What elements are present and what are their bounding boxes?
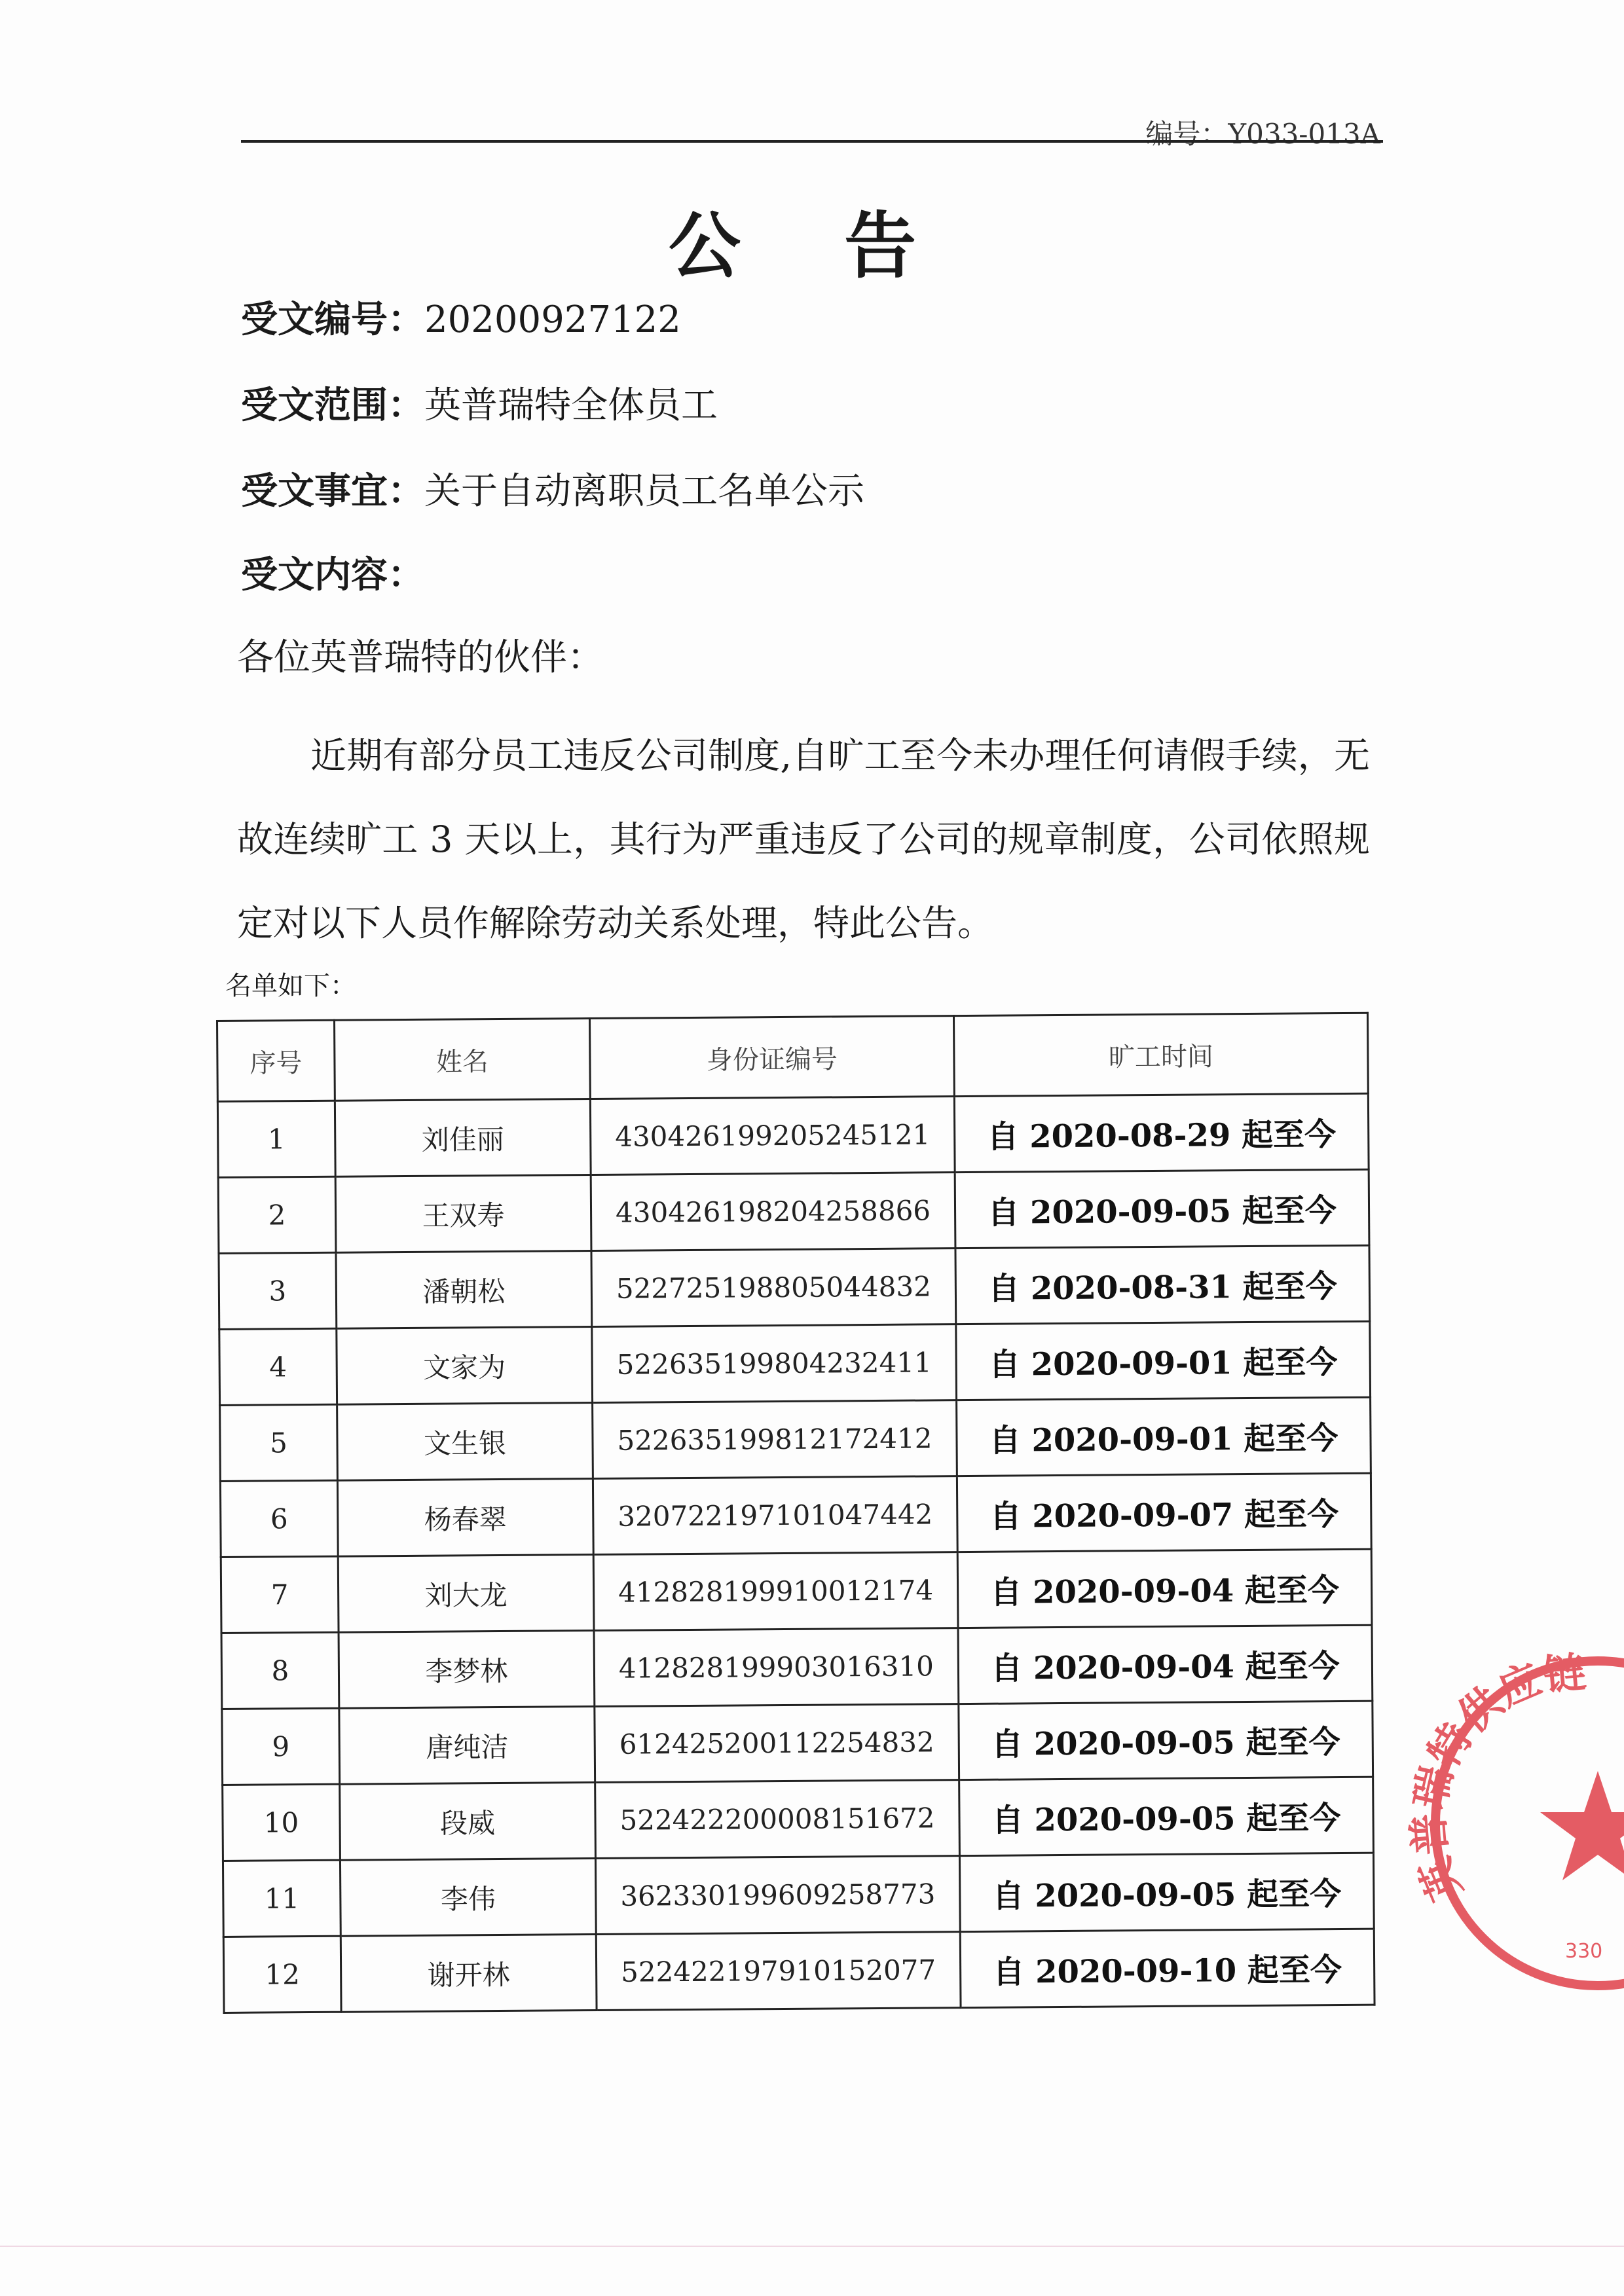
seal-code: 330 [1565, 1940, 1603, 1963]
table-row [220, 1473, 1371, 1557]
field-label: 受文范围： [241, 384, 424, 427]
cell-name: 李伟 [340, 1858, 596, 1936]
header-name: 姓名 [335, 1019, 591, 1101]
cell-index: 3 [219, 1252, 337, 1329]
cell-name: 杨春翠 [337, 1479, 593, 1557]
table-row [219, 1321, 1371, 1405]
cell-name: 刘大龙 [338, 1554, 594, 1632]
cell-absence-time: 自 2020-09-07 起至今 [957, 1473, 1371, 1552]
table-header-row [217, 1013, 1369, 1101]
cell-id-number: 522422197910152077 [596, 1932, 961, 2011]
cell-absence-time: 自 2020-09-05 起至今 [959, 1701, 1373, 1779]
cell-index: 4 [219, 1328, 337, 1405]
cell-id-number: 362330199609258773 [595, 1856, 960, 1935]
field-content [241, 546, 424, 598]
field-scope [241, 376, 718, 429]
cell-name: 王双寿 [335, 1175, 591, 1253]
cell-name: 唐纯洁 [339, 1706, 595, 1784]
table-row [223, 1929, 1375, 2013]
cell-id-number: 522635199812172412 [593, 1400, 957, 1479]
table-row [217, 1093, 1369, 1177]
cell-name: 段威 [340, 1782, 596, 1860]
field-value: 关于自动离职员工名单公示 [424, 470, 864, 513]
cell-id-number: 320722197101047442 [593, 1476, 957, 1555]
dismissal-table [216, 1012, 1376, 2014]
cell-index: 8 [221, 1632, 339, 1709]
cell-absence-time: 自 2020-09-01 起至今 [957, 1397, 1371, 1476]
table-row [220, 1397, 1371, 1481]
cell-id-number: 430426199205245121 [590, 1097, 955, 1175]
field-doc-no [241, 291, 681, 343]
seal-star-icon [1540, 1771, 1624, 1880]
header-absence-time: 旷工时间 [953, 1013, 1368, 1096]
cell-id-number: 522635199804232411 [592, 1324, 957, 1403]
cell-id-number: 412828199903016310 [594, 1628, 959, 1707]
cell-id-number: 430426198204258866 [591, 1173, 955, 1251]
field-label: 受文编号： [241, 298, 424, 341]
cell-name: 文生银 [337, 1403, 593, 1481]
table-row [221, 1549, 1372, 1633]
table-row [222, 1701, 1373, 1785]
cell-absence-time: 自 2020-09-05 起至今 [959, 1853, 1374, 1931]
cell-absence-time: 自 2020-09-04 起至今 [958, 1625, 1373, 1704]
cell-index: 6 [220, 1480, 338, 1557]
table-row [221, 1625, 1373, 1709]
cell-index: 5 [220, 1404, 338, 1481]
cell-absence-time: 自 2020-09-04 起至今 [957, 1549, 1372, 1628]
field-label: 受文事宜： [241, 469, 424, 513]
field-subject [241, 462, 864, 515]
cell-index: 7 [221, 1556, 339, 1633]
cell-name: 文家为 [337, 1327, 593, 1405]
cell-name: 潘朝松 [336, 1251, 592, 1329]
header-rule [241, 140, 1383, 143]
cell-id-number: 412828199910012174 [593, 1552, 958, 1631]
company-seal [1401, 1630, 1624, 1997]
cell-index: 2 [218, 1176, 336, 1253]
seal-text: 英普瑞特供应链 [1403, 1647, 1588, 1908]
header-id-number: 身份证编号 [589, 1016, 954, 1099]
list-label: 名单如下： [225, 971, 356, 1001]
cell-index: 10 [223, 1784, 341, 1861]
cell-id-number: 522725198805044832 [591, 1248, 956, 1327]
table-row [218, 1169, 1369, 1253]
cell-name: 谢开林 [341, 1934, 597, 2012]
document-number: 编号：Y033-013A [1145, 118, 1380, 150]
cell-id-number: 522422200008151672 [595, 1780, 960, 1859]
header-index: 序号 [217, 1020, 335, 1101]
footer-rule [0, 2246, 1624, 2247]
cell-absence-time: 自 2020-09-01 起至今 [956, 1321, 1371, 1400]
cell-absence-time: 自 2020-09-05 起至今 [955, 1169, 1369, 1248]
cell-index: 12 [223, 1936, 341, 2013]
cell-name: 李梦林 [339, 1630, 595, 1708]
cell-name: 刘佳丽 [335, 1099, 591, 1177]
page-title: 公 告 [668, 204, 956, 288]
cell-absence-time: 自 2020-09-05 起至今 [959, 1777, 1374, 1855]
cell-index: 11 [223, 1860, 341, 1937]
cell-id-number: 612425200112254832 [595, 1704, 959, 1783]
field-value: 20200927122 [424, 299, 681, 341]
cell-absence-time: 自 2020-08-29 起至今 [954, 1093, 1369, 1172]
table-row [223, 1853, 1374, 1937]
body-paragraph: 近期有部分员工违反公司制度,自旷工至今未办理任何请假手续，无故连续旷工 3 天以上，其行为严重违反了公司的规章制度，公司依照规定对以下人员作解除劳动关系处理，特此公告。 [237, 735, 1370, 944]
cell-absence-time: 自 2020-09-10 起至今 [960, 1929, 1375, 2007]
cell-index: 1 [217, 1101, 335, 1177]
field-value: 英普瑞特全体员工 [424, 384, 718, 427]
cell-index: 9 [222, 1708, 340, 1785]
table-row [219, 1245, 1370, 1329]
field-label: 受文内容： [241, 553, 424, 596]
table-row [223, 1777, 1374, 1861]
cell-absence-time: 自 2020-08-31 起至今 [955, 1245, 1370, 1324]
greeting: 各位英普瑞特的伙伴： [237, 636, 604, 679]
